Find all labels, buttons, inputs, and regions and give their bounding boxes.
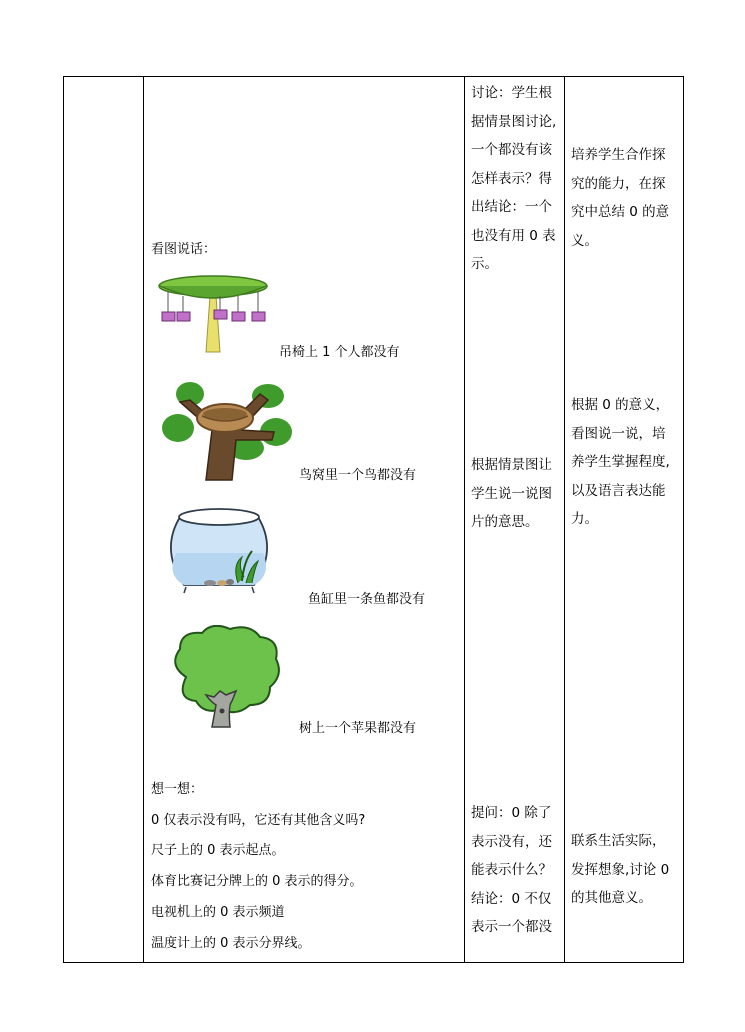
text-line: 养学生掌握程度, [571,454,670,470]
intent-life-connection [571,827,669,913]
text-line: 片的意思。 [471,514,539,530]
text-line: 力。 [571,511,598,527]
picture-caption: 鸟窝里一个鸟都没有 [299,468,417,483]
activity-picture-talk [471,451,552,537]
think-line: 0 仅表示没有吗，它还有其他含义吗? [151,813,366,828]
think-line: 温度计上的 0 表示分界线。 [151,936,311,951]
picture-caption: 树上一个苹果都没有 [299,721,417,736]
text-line: 表示一个都没 [471,919,552,935]
text-line: 出结论：一个 [471,199,552,215]
text-line: 也没有用 0 表 [471,227,556,244]
text-line: 能表示什么？ [471,862,552,878]
picture-caption: 吊椅上 1 个人都没有 [279,345,400,360]
activity-discussion [471,79,556,279]
think-heading: 想一想： [151,782,204,797]
look-and-talk-heading: 看图说话： [151,242,217,257]
text-line: 看图说一说，培 [571,425,666,442]
think-line: 电视机上的 0 表示频道 [151,905,285,920]
student-activity-cell [465,77,565,963]
text-line: 示。 [471,256,498,272]
text-line: 根据情景图让 [471,457,552,473]
stage-cell [64,77,144,963]
text-line: 讨论：学生根 [471,85,552,101]
text-line: 义。 [571,232,598,249]
text-line: 一个都没有该 [471,142,552,158]
text-line: 学生说一说图 [471,485,552,502]
bird-nest-tree-icon [160,380,292,482]
table-row [64,77,684,963]
text-line: 究的能力，在探 [571,175,666,192]
design-intent-cell [565,77,684,963]
activity-question [471,799,552,942]
lesson-plan-table [63,76,684,963]
think-line: 体育比赛记分牌上的 0 表示的得分。 [151,874,363,889]
intent-cooperation [571,141,669,255]
text-line: 表示没有，还 [471,833,552,850]
text-line: 结论：0 不仅 [471,890,552,907]
tree-without-apples-icon [166,625,284,729]
teaching-content-cell [144,77,465,963]
think-line: 尺子上的 0 表示起点。 [151,843,285,858]
text-line: 怎样表示？得 [471,170,552,187]
text-line: 究中总结 0 的意 [571,204,670,220]
text-line: 发挥想象,讨论 0 [571,861,670,878]
text-line: 提问：0 除了 [471,805,552,821]
text-line: 根据 0 的意义， [571,397,670,413]
text-line: 的其他意义。 [571,890,652,906]
text-line: 联系生活实际， [571,833,666,849]
text-line: 培养学生合作探 [571,147,666,163]
picture-caption: 鱼缸里一条鱼都没有 [308,592,426,607]
intent-language [571,391,670,534]
swing-chair-ride-icon [158,274,270,354]
text-line: 以及语言表达能 [571,482,666,499]
empty-fishbowl-icon [162,505,277,600]
text-line: 据情景图讨论, [471,113,557,130]
